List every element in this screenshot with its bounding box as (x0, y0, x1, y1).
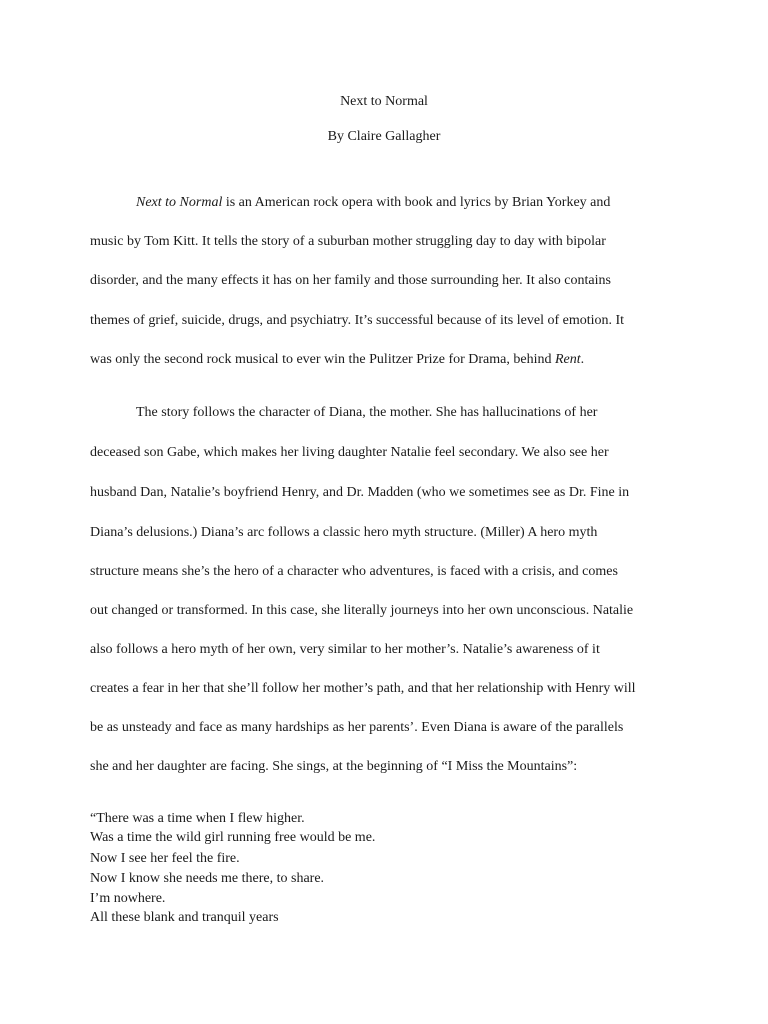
paragraph-1-line-1 (136, 195, 610, 211)
lyric-line-3: Now I see her feel the fire. (90, 851, 240, 866)
paragraph-1-line-2: music by Tom Kitt. It tells the story of a suburban mother struggling day to day with bipolar (90, 234, 606, 249)
paragraph-2-line-4: Diana’s delusions.) Diana’s arc follows a classic hero myth structure. (Miller) A hero myth (90, 525, 598, 540)
paragraph-2-line-5: structure means she’s the hero of a character who adventures, is faced with a crisis, and comes (90, 564, 618, 579)
paragraph-1-line-1-text: is an American rock opera with book and lyrics by Brian Yorkey and (222, 195, 611, 210)
paragraph-2-line-3: husband Dan, Natalie’s boyfriend Henry, and Dr. Madden (who we sometimes see as Dr. Fine in (90, 485, 630, 500)
lyric-line-4: Now I know she needs me there, to share. (90, 871, 325, 886)
lyric-line-5: I’m nowhere. (90, 891, 166, 906)
paragraph-2-line-8: creates a fear in her that she’ll follow her mother’s path, and that her relationship with Henry will (90, 681, 636, 696)
paragraph-1-line-3: disorder, and the many effects it has on her family and those surrounding her. It also contains (90, 273, 611, 288)
paragraph-1-line-5 (90, 352, 584, 368)
lyric-line-2: Was a time the wild girl running free would be me. (90, 830, 376, 845)
paragraph-1-line-4: themes of grief, suicide, drugs, and psychiatry. It’s successful because of its level of emotion. It (90, 313, 625, 328)
paragraph-2-line-7: also follows a hero myth of her own, very similar to her mother’s. Natalie’s awareness of it (90, 642, 600, 657)
rent-title-italic: Rent (554, 352, 581, 367)
paragraph-2-line-1: The story follows the character of Diana, the mother. She has hallucinations of her (136, 405, 598, 420)
paragraph-2-line-9: be as unsteady and face as many hardships as her parents’. Even Diana is aware of the parallels (90, 720, 624, 735)
lyric-line-6: All these blank and tranquil years (90, 910, 279, 925)
lyric-line-1: “There was a time when I flew higher. (90, 811, 305, 826)
paragraph-1-period: . (580, 352, 585, 367)
paragraph-2-line-2: deceased son Gabe, which makes her living daughter Natalie feel secondary. We also see her (90, 445, 609, 460)
work-title-italic: Next to Normal (136, 195, 223, 210)
paragraph-2-line-10: she and her daughter are facing. She sings, at the beginning of “I Miss the Mountains”: (90, 759, 578, 774)
page-title: Next to Normal (340, 94, 428, 109)
paragraph-2-line-6: out changed or transformed. In this case, she literally journeys into her own unconscious. Natalie (90, 603, 634, 618)
paragraph-1-line-5-text: was only the second rock musical to ever win the Pulitzer Prize for Drama, behind (90, 352, 555, 367)
author-byline: By Claire Gallagher (327, 129, 441, 144)
